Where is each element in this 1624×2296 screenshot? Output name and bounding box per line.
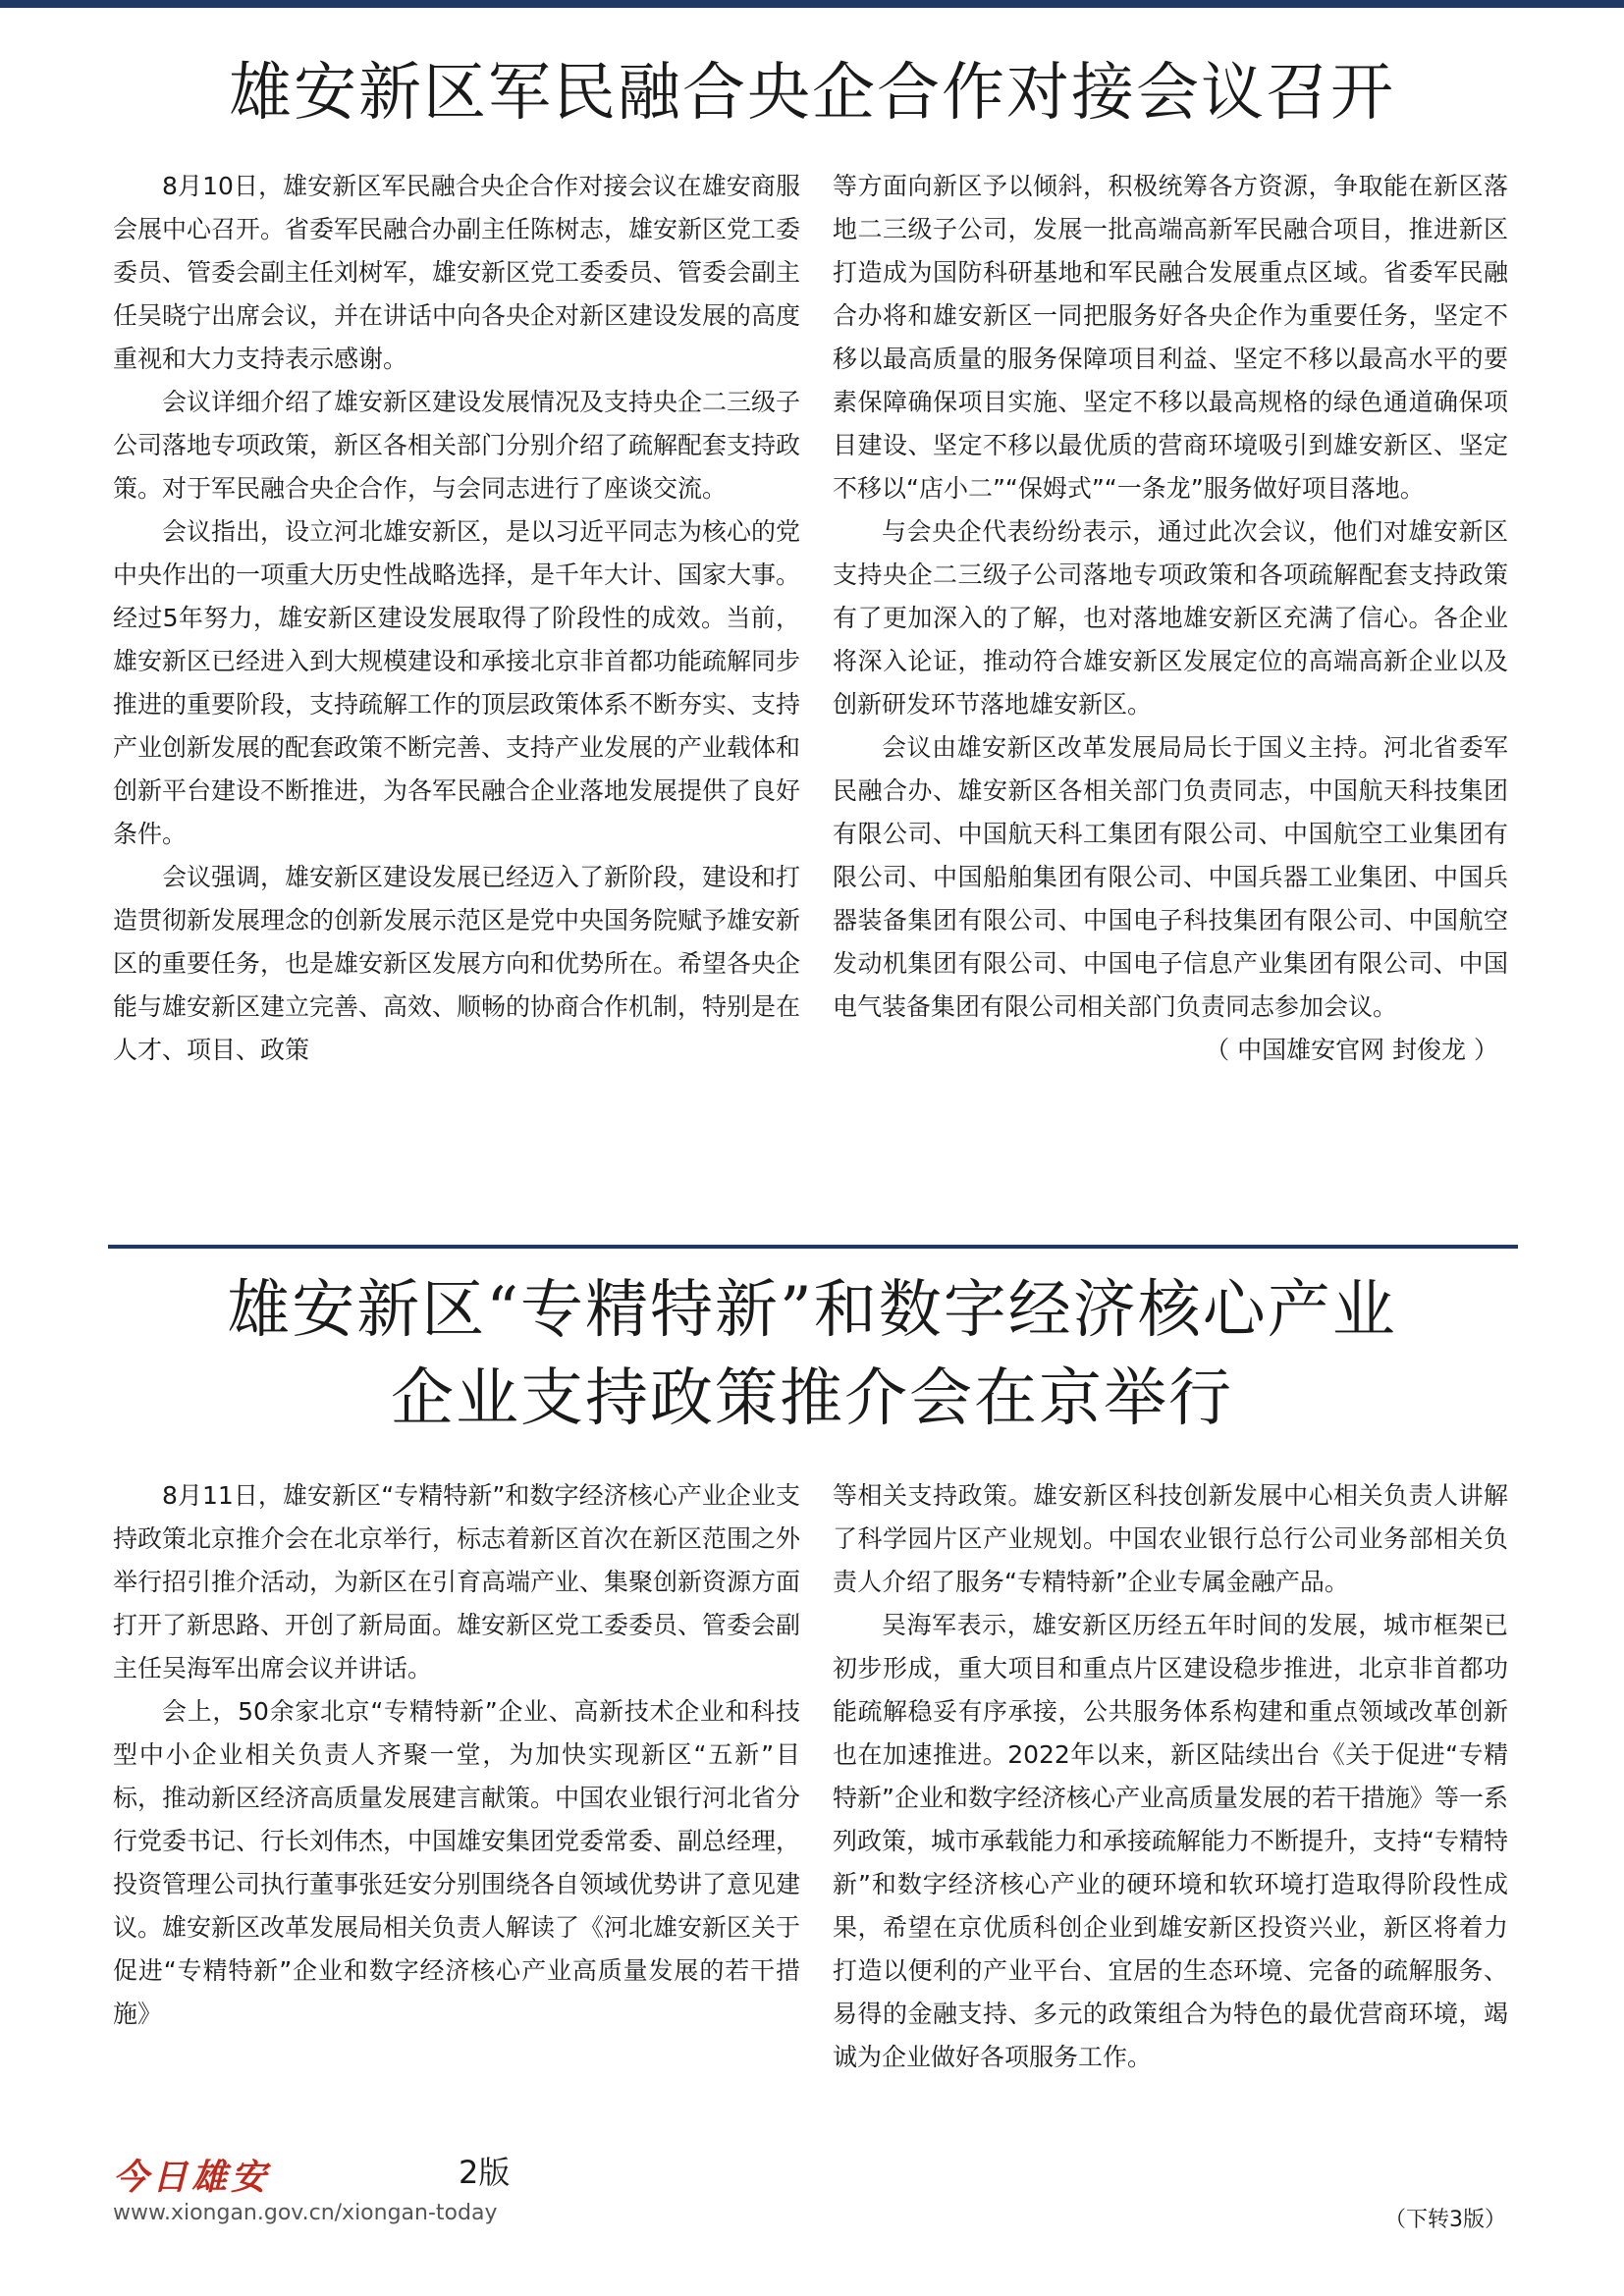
- article2-left-column: [113, 1474, 800, 2036]
- article1-paragraph: 与会央企代表纷纷表示，通过此次会议，他们对雄安新区支持央企二三级子公司落地专项政策和各项疏解配套支持政策有了更加深入的了解，也对落地雄安新区充满了信心。各企业将深入论证，推动符合雄安新区发展定位的高端高新企业以及创新研发环节落地雄安新区。: [833, 517, 1508, 719]
- article1-paragraph: 会议强调，雄安新区建设发展已经迈入了新阶段，建设和打造贯彻新发展理念的创新发展示范区是党中央国务院赋予雄安新区的重要任务，也是雄安新区发展方向和优势所在。希望各央企能与雄安新区建立完善、高效、顺畅的协商合作机制，特别是在人才、项目、政策: [113, 863, 801, 1064]
- continued-note: （下转3版）: [1384, 2208, 1506, 2232]
- article1-continuation: 等方面向新区予以倾斜，积极统筹各方资源，争取能在新区落地二三级子公司，发展一批高端高新军民融合项目，推进新区打造成为国防科研基地和军民融合发展重点区域。省委军民融合办将和雄安新区一同把服务好各央企作为重要任务，坚定不移以最高质量的服务保障项目利益、坚定不移以最高水平的要素保障确保项目实施、坚定不移以最高规格的绿色通道确保项目建设、坚定不移以最优质的营商环境吸引到雄安新区、坚定不移以“店小二”“保姆式”“一条龙”服务做好项目落地。: [833, 172, 1508, 503]
- article2-paragraph: 8月11日，雄安新区“专精特新”和数字经济核心产业企业支持政策北京推介会在北京举行，标志着新区首次在新区范围之外举行招引推介活动，为新区在引育高端产业、集聚创新资源方面打开了新思路、开创了新局面。雄安新区党工委委员、管委会副主任吴海军出席会议并讲话。: [113, 1481, 801, 1682]
- newspaper-logo: 今日雄安: [113, 2157, 271, 2198]
- article2-right-column: [833, 1474, 1508, 2079]
- top-bar: [0, 0, 1624, 8]
- article1-title: 雄安新区军民融合央企合作对接会议召开: [229, 57, 1395, 130]
- article1-source: （ 中国雄安官网 封俊龙 ）: [1205, 1036, 1498, 1064]
- article1-paragraph: 会议指出，设立河北雄安新区，是以习近平同志为核心的党中央作出的一项重大历史性战略选择，是千年大计、国家大事。经过5年努力，雄安新区建设发展取得了阶段性的成效。当前，雄安新区已经进入到大规模建设和承接北京非首都功能疏解同步推进的重要阶段，支持疏解工作的顶层政策体系不断夯实、支持产业创新发展的配套政策不断完善、支持产业发展的产业载体和创新平台建设不断推进，为各军民融合企业落地发展提供了良好条件。: [113, 517, 801, 848]
- article2-title: [0, 1266, 1624, 1443]
- article1-paragraph: 8月10日，雄安新区军民融合央企合作对接会议在雄安商服会展中心召开。省委军民融合办副主任陈树志，雄安新区党工委委员、管委会副主任刘树军，雄安新区党工委委员、管委会副主任吴晓宁出席会议，并在讲话中向各央企对新区建设发展的高度重视和大力支持表示感谢。: [113, 172, 801, 373]
- article1-paragraph: 会议详细介绍了雄安新区建设发展情况及支持央企二三级子公司落地专项政策，新区各相关部门分别介绍了疏解配套支持政策。对于军民融合央企合作，与会同志进行了座谈交流。: [113, 388, 801, 503]
- article2-paragraph: 吴海军表示，雄安新区历经五年时间的发展，城市框架已初步形成，重大项目和重点片区建设稳步推进，北京非首都功能疏解稳妥有序承接，公共服务体系构建和重点领域改革创新也在加速推进。2022年以来，新区陆续出台《关于促进“专精特新”企业和数字经济核心产业高质量发展的若干措施》等一系列政策，城市承载能力和承接疏解能力不断提升，支持“专精特新”和数字经济核心产业的硬环境和软环境打造取得阶段性成果，希望在京优质科创企业到雄安新区投资兴业，新区将着力打造以便利的产业平台、宜居的生态环境、完备的疏解服务、易得的金融支持、多元的政策组合为特色的最优营商环境，竭诚为企业做好各项服务工作。: [833, 1611, 1508, 2071]
- article1-left-column: [113, 165, 800, 1072]
- article2-title-line2: 企业支持政策推介会在京举行: [391, 1362, 1233, 1435]
- article1-right-column: [833, 165, 1508, 1072]
- article2-continuation: 等相关支持政策。雄安新区科技创新发展中心相关负责人讲解了科学园片区产业规划。中国农业银行总行公司业务部相关负责人介绍了服务“专精特新”企业专属金融产品。: [833, 1481, 1508, 1596]
- article1-paragraph: 会议由雄安新区改革发展局局长于国义主持。河北省委军民融合办、雄安新区各相关部门负责同志，中国航天科技集团有限公司、中国航天科工集团有限公司、中国航空工业集团有限公司、中国船舶集团有限公司、中国兵器工业集团、中国兵器装备集团有限公司、中国电子科技集团有限公司、中国航空发动机集团有限公司、中国电子信息产业集团有限公司、中国电气装备集团有限公司相关部门负责同志参加会议。: [833, 733, 1508, 1021]
- article2-paragraph: 会上，50余家北京“专精特新”企业、高新技术企业和科技型中小企业相关负责人齐聚一堂，为加快实现新区“五新”目标，推动新区经济高质量发展建言献策。中国农业银行河北省分行党委书记、行长刘伟杰，中国雄安集团党委常委、副总经理，投资管理公司执行董事张廷安分别围绕各自领域优势讲了意见建议。雄安新区改革发展局相关负责人解读了《河北雄安新区关于促进“专精特新”企业和数字经济核心产业高质量发展的若干措施》: [113, 1697, 801, 2028]
- page-number: 2版: [459, 2154, 511, 2191]
- article-divider: [108, 1245, 1518, 1249]
- footer-url[interactable]: www.xiongan.gov.cn/xiongan-today: [113, 2201, 498, 2225]
- article2-title-line1: 雄安新区“专精特新”和数字经济核心产业: [227, 1274, 1397, 1347]
